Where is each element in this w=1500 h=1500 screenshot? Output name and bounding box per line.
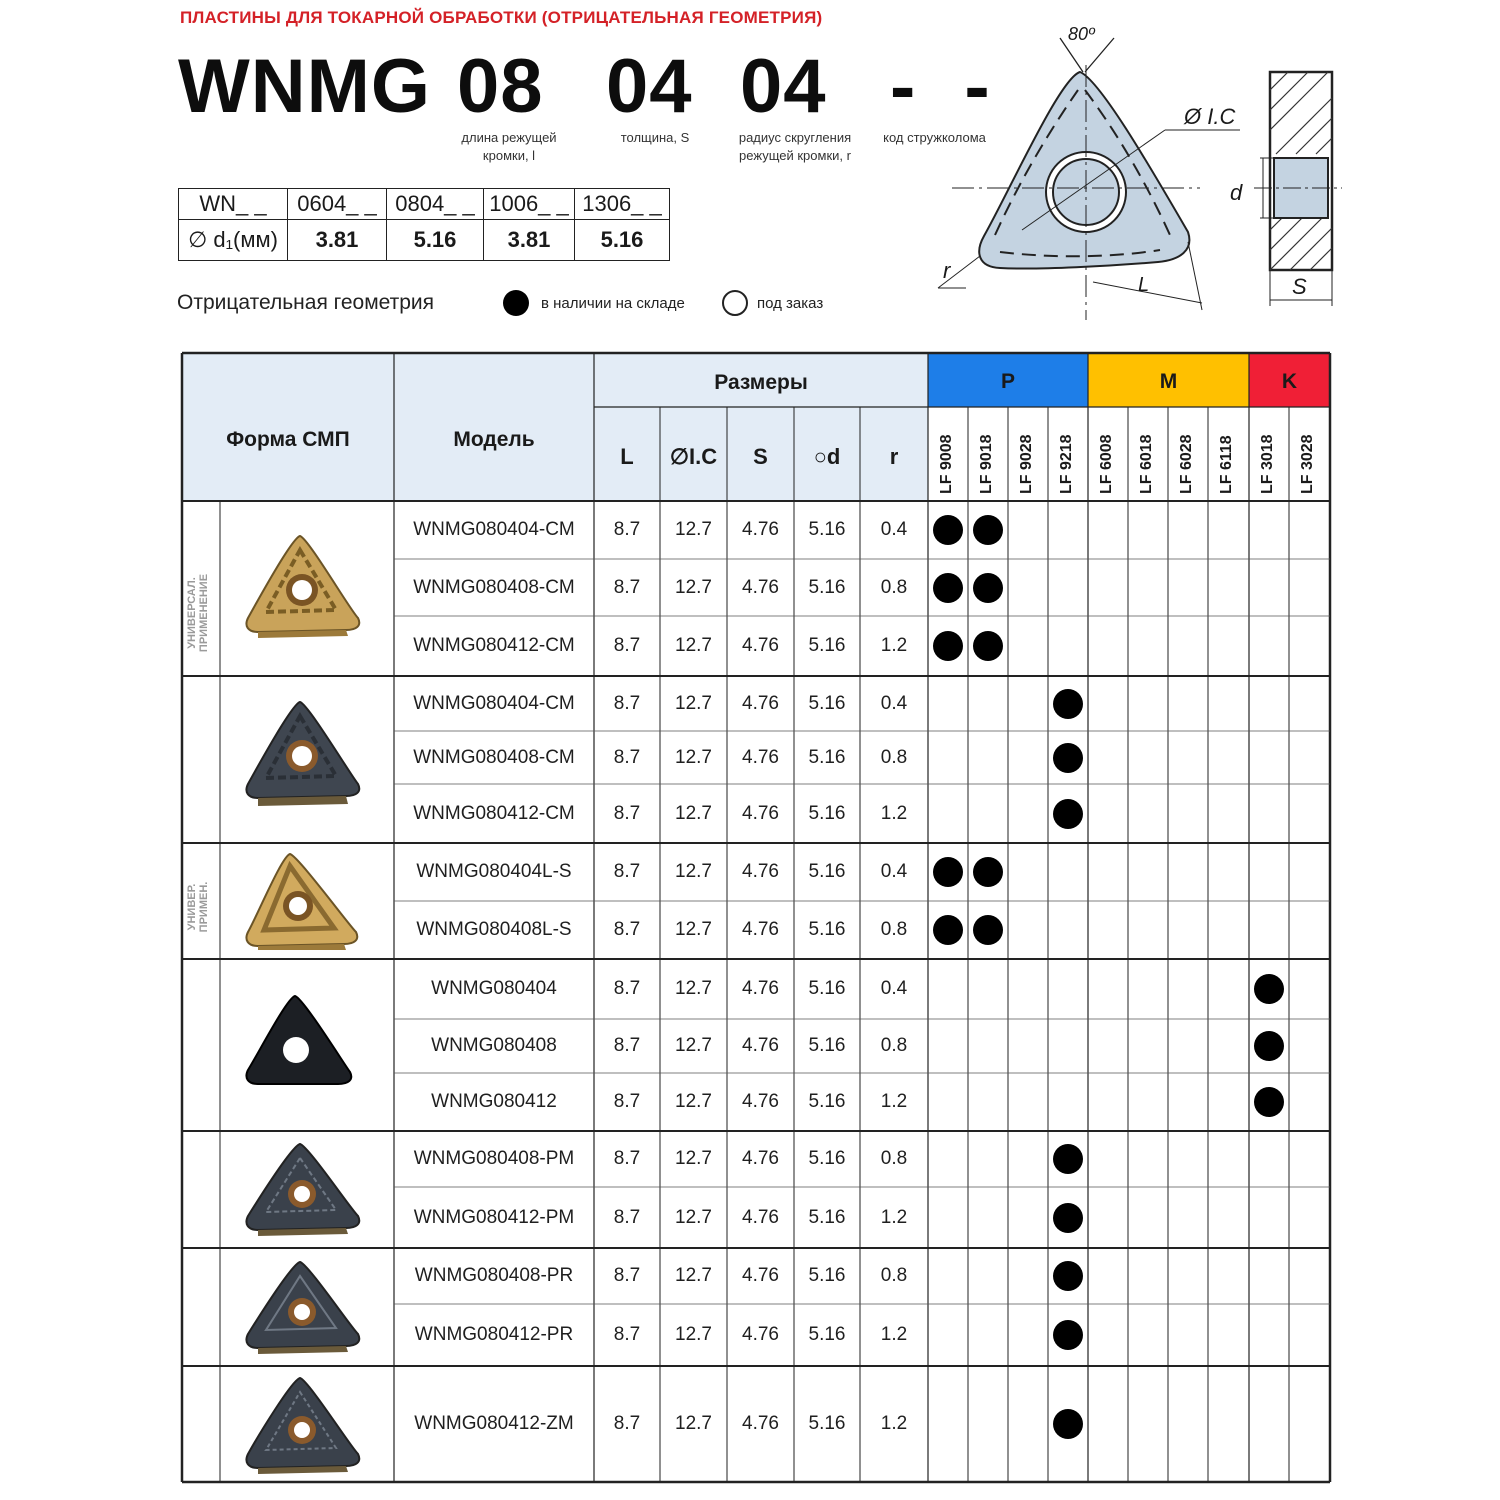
s-cell: 4.76: [742, 803, 779, 824]
insert-image-pm-dark: [238, 1140, 368, 1236]
d-header: ○d: [813, 444, 841, 469]
l-cell: 8.7: [613, 577, 641, 598]
model-cell: WNMG080404-CM: [413, 693, 575, 714]
size-table-cell: ∅ d₁(мм): [179, 220, 288, 261]
size-table-cell: 1306_ _: [575, 189, 670, 220]
group-p-label: P: [1000, 370, 1015, 393]
s-cell: 4.76: [742, 978, 779, 999]
r-cell: 0.4: [880, 978, 908, 999]
d-cell: 5.16: [808, 978, 846, 999]
l-cell: 8.7: [613, 919, 641, 940]
grade-header: LF 9028: [1018, 434, 1035, 494]
grade-header: LF 6028: [1178, 434, 1195, 494]
r-cell: 1.2: [880, 1413, 908, 1434]
grade-header: LF 6118: [1218, 435, 1235, 494]
s-cell: 4.76: [742, 747, 779, 768]
size-table-cell: 3.81: [484, 220, 575, 261]
r-cell: 0.8: [880, 1265, 908, 1286]
r-cell: 0.8: [880, 1148, 908, 1169]
dims-header: Размеры: [714, 371, 808, 394]
caption-length-line2: кромки, l: [482, 148, 536, 163]
s-cell: 4.76: [742, 1091, 779, 1112]
r-cell: 1.2: [880, 1091, 908, 1112]
ic-cell: 12.7: [675, 1207, 712, 1228]
grade-header: LF 3028: [1299, 434, 1316, 494]
side-label-line: ПРИМЕНЕНИЕ: [198, 573, 210, 653]
l-cell: 8.7: [613, 635, 641, 656]
grade-header: LF 3018: [1259, 434, 1276, 494]
model-cell: WNMG080408-CM: [413, 577, 575, 598]
ic-cell: 12.7: [675, 747, 712, 768]
r-cell: 0.4: [880, 693, 908, 714]
group-k-label: K: [1281, 370, 1298, 393]
ic-cell: 12.7: [675, 1148, 712, 1169]
l-cell: 8.7: [613, 1265, 641, 1286]
size-table-cell: 5.16: [575, 220, 670, 261]
model-cell: WNMG080408L-S: [416, 919, 572, 940]
ic-cell: 12.7: [675, 519, 712, 540]
l-header: L: [620, 444, 634, 469]
s-label: S: [1292, 274, 1307, 299]
ic-cell: 12.7: [675, 803, 712, 824]
side-label-line: ПРИМЕН.: [198, 881, 210, 933]
d-cell: 5.16: [808, 519, 846, 540]
s-cell: 4.76: [742, 1207, 779, 1228]
caption-radius-line1: радиус скругления: [738, 130, 852, 145]
caption-length-line1: длина режущей: [461, 130, 557, 145]
side-label-universal-short: [186, 868, 210, 946]
model-cell: WNMG080404-CM: [413, 519, 575, 540]
insert-image-pr-dark: [238, 1258, 368, 1354]
d-cell: 5.16: [808, 803, 846, 824]
side-label-line: УНИВЕРСАЛ.: [186, 577, 198, 649]
model-cell: WNMG080412-CM: [413, 803, 575, 824]
size-table-cell: 0804_ _: [387, 189, 484, 220]
d-cell: 5.16: [808, 1148, 846, 1169]
l-cell: 8.7: [613, 693, 641, 714]
model-header: Модель: [453, 428, 535, 451]
model-cell: WNMG080404: [431, 978, 557, 999]
s-cell: 4.76: [742, 1148, 779, 1169]
l-cell: 8.7: [613, 1148, 641, 1169]
d-cell: 5.16: [808, 919, 846, 940]
d-cell: 5.16: [808, 1035, 846, 1056]
l-cell: 8.7: [613, 1413, 641, 1434]
insert-image-black: [240, 992, 360, 1088]
r-cell: 0.8: [880, 577, 908, 598]
model-cell: WNMG080412: [431, 1091, 557, 1112]
s-cell: 4.76: [742, 577, 779, 598]
grade-header: LF 9218: [1058, 434, 1075, 494]
s-cell: 4.76: [742, 1265, 779, 1286]
code-length: 08: [457, 44, 544, 129]
shape-header: Форма СМП: [226, 428, 350, 451]
caption-radius-line2: режущей кромки, r: [739, 148, 851, 163]
insert-image-cm-gold: [238, 530, 368, 640]
legend-title: Отрицательная геометрия: [177, 291, 435, 314]
l-cell: 8.7: [613, 1207, 641, 1228]
ic-cell: 12.7: [675, 1091, 712, 1112]
ic-cell: 12.7: [675, 1324, 712, 1345]
model-cell: WNMG080408-CM: [413, 747, 575, 768]
s-cell: 4.76: [742, 1413, 779, 1434]
d-cell: 5.16: [808, 861, 846, 882]
l-cell: 8.7: [613, 803, 641, 824]
model-cell: WNMG080408-PR: [414, 1265, 574, 1286]
code-radius: 04: [740, 44, 827, 129]
d-cell: 5.16: [808, 635, 846, 656]
insert-image-cm-dark: [238, 698, 368, 808]
size-table-cell: 0604_ _: [288, 189, 387, 220]
grade-header: LF 9008: [938, 434, 955, 494]
size-table-cell: 3.81: [288, 220, 387, 261]
ic-cell: 12.7: [675, 577, 712, 598]
model-cell: WNMG080412-PM: [413, 1207, 575, 1228]
grade-header: LF 6008: [1098, 434, 1115, 494]
size-table-cell: 5.16: [387, 220, 484, 261]
page-title: ПЛАСТИНЫ ДЛЯ ТОКАРНОЙ ОБРАБОТКИ (ОТРИЦАТЕЛЬНАЯ ГЕОМЕТРИЯ): [180, 8, 823, 27]
model-cell: WNMG080404L-S: [416, 861, 572, 882]
ic-cell: 12.7: [675, 1413, 712, 1434]
d-cell: 5.16: [808, 1091, 846, 1112]
s-cell: 4.76: [742, 1324, 779, 1345]
r-cell: 0.4: [880, 861, 908, 882]
group-m-label: M: [1159, 370, 1178, 393]
model-cell: WNMG080412-CM: [413, 635, 575, 656]
l-cell: 8.7: [613, 747, 641, 768]
r-cell: 1.2: [880, 1324, 908, 1345]
d-cell: 5.16: [808, 1265, 846, 1286]
r-cell: 1.2: [880, 635, 908, 656]
size-table-cell: WN_ _: [179, 189, 288, 220]
r-cell: 0.8: [880, 919, 908, 940]
s-cell: 4.76: [742, 1035, 779, 1056]
ic-label: Ø I.C: [1184, 104, 1236, 129]
angle-label: 80º: [1068, 24, 1095, 44]
s-cell: 4.76: [742, 635, 779, 656]
s-cell: 4.76: [742, 519, 779, 540]
ic-cell: 12.7: [675, 1035, 712, 1056]
code-shape: WNMG: [178, 44, 432, 129]
model-cell: WNMG080408: [431, 1035, 557, 1056]
l-cell: 8.7: [613, 861, 641, 882]
ic-cell: 12.7: [675, 1265, 712, 1286]
s-cell: 4.76: [742, 919, 779, 940]
ic-cell: 12.7: [675, 919, 712, 940]
code-thickness: 04: [606, 44, 693, 129]
l-cell: 8.7: [613, 1035, 641, 1056]
r-cell: 0.4: [880, 519, 908, 540]
s-cell: 4.76: [742, 861, 779, 882]
r-header: r: [889, 444, 899, 469]
d-cell: 5.16: [808, 1207, 846, 1228]
l-cell: 8.7: [613, 1091, 641, 1112]
r-cell: 1.2: [880, 1207, 908, 1228]
r-cell: 1.2: [880, 803, 908, 824]
d-cell: 5.16: [808, 577, 846, 598]
caption-thickness: толщина, S: [620, 130, 690, 145]
r-cell: 0.8: [880, 747, 908, 768]
ic-cell: 12.7: [675, 635, 712, 656]
side-label-universal: [186, 560, 210, 666]
d-label: d: [1230, 180, 1243, 205]
size-table-cell: 1006_ _: [484, 189, 575, 220]
r-label: r: [943, 258, 951, 283]
l-cell: 8.7: [613, 978, 641, 999]
model-cell: WNMG080408-PM: [413, 1148, 575, 1169]
d-cell: 5.16: [808, 747, 846, 768]
legend-on-order: под заказ: [757, 295, 824, 312]
l-label: L: [1138, 274, 1150, 296]
l-cell: 8.7: [613, 519, 641, 540]
grade-header: LF 9018: [978, 434, 995, 494]
d-cell: 5.16: [808, 1324, 846, 1345]
code-breaker: - -: [890, 44, 1004, 129]
grade-header: LF 6018: [1138, 434, 1155, 494]
ic-cell: 12.7: [675, 978, 712, 999]
model-cell: WNMG080412-ZM: [414, 1413, 574, 1434]
s-cell: 4.76: [742, 693, 779, 714]
s-header: S: [753, 444, 768, 469]
l-cell: 8.7: [613, 1324, 641, 1345]
insert-image-ls-gold: [238, 850, 368, 950]
ic-cell: 12.7: [675, 693, 712, 714]
caption-breaker: код стружколома: [883, 130, 986, 145]
insert-image-zm-dark: [238, 1374, 368, 1474]
d-cell: 5.16: [808, 1413, 846, 1434]
ic-cell: 12.7: [675, 861, 712, 882]
legend-in-stock: в наличии на складе: [541, 295, 685, 312]
d-cell: 5.16: [808, 693, 846, 714]
ic-header: ∅I.C: [669, 444, 718, 469]
side-label-line: УНИВЕР.: [186, 883, 198, 931]
model-cell: WNMG080412-PR: [414, 1324, 574, 1345]
r-cell: 0.8: [880, 1035, 908, 1056]
